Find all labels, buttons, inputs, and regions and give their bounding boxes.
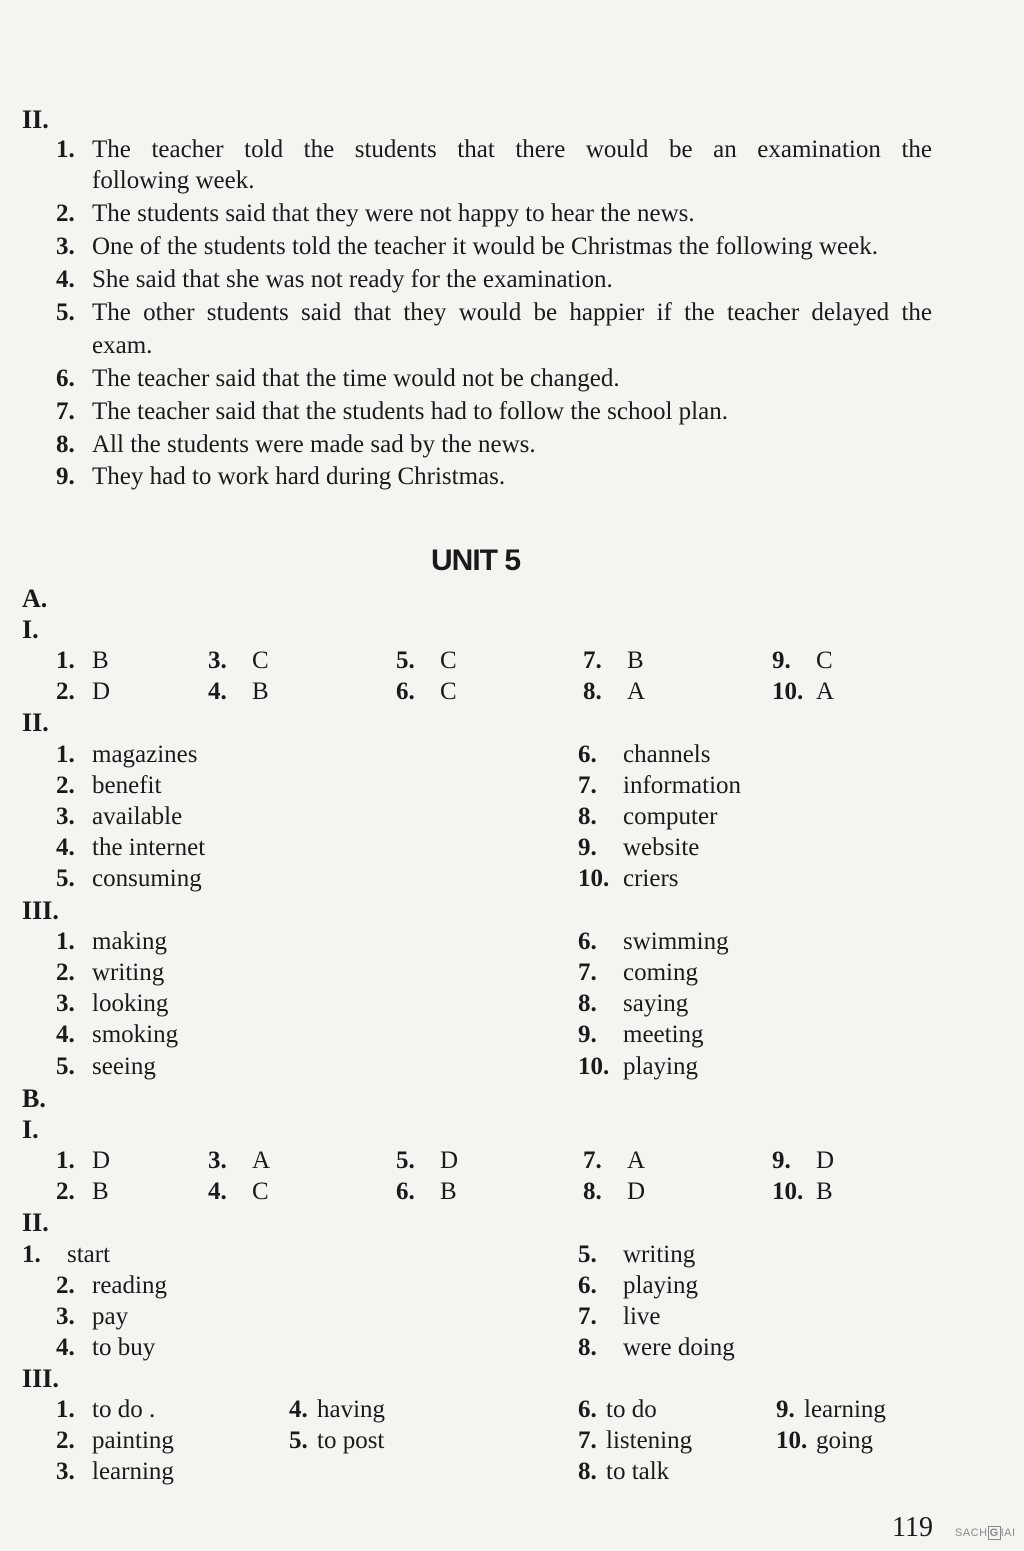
a3-item-2: 2. writing [56,959,165,986]
a1-item-7: 7. B [583,647,644,674]
a1-item-8: 8. A [583,678,646,705]
b1-item-10: 10. B [772,1178,833,1205]
section-b-iii-label: III. [22,1364,59,1393]
b2-item-2: 2. reading [56,1272,167,1299]
a2-item-9: 9. website [578,834,700,861]
a2-item-5: 5. consuming [56,865,202,892]
a2-item-2: 2. benefit [56,772,162,799]
b3-item-6: 6. to do [578,1396,657,1423]
section-a-ii-label: II. [22,708,49,737]
watermark-logo: SACH G IAI [955,1527,1016,1539]
part2-item-4: 4. She said that she was not ready for the examination. [56,266,613,293]
b3-item-7: 7. listening [578,1427,693,1454]
b1-item-4: 4. C [208,1178,269,1205]
part2-item-1-line1: The teacher told the students that there would be an examination the [92,136,932,163]
page-number: 119 [892,1512,933,1543]
part2-item-6: 6. The teacher said that the time would not be changed. [56,365,620,392]
b3-item-1: 1. to do . [56,1396,156,1423]
b2-item-8: 8. were doing [578,1334,735,1361]
a2-item-10: 10. criers [578,865,679,892]
a3-item-10: 10. playing [578,1053,698,1080]
a1-item-4: 4. B [208,678,269,705]
a3-item-8: 8. saying [578,990,689,1017]
b3-item-4: 4. having [289,1396,386,1423]
b2-item-4: 4. to buy [56,1334,156,1361]
a1-item-5: 5. C [396,647,457,674]
a2-item-3: 3. available [56,803,183,830]
a3-item-7: 7. coming [578,959,698,986]
a3-item-4: 4. smoking [56,1021,179,1048]
b3-item-3: 3. learning [56,1458,174,1485]
b1-item-8: 8. D [583,1178,646,1205]
a2-item-7: 7. information [578,772,742,799]
part2-item-5-line1: The other students said that they would be happier if the teacher delayed the [92,299,932,326]
a1-item-2: 2. D [56,678,111,705]
b3-item-10: 10. going [776,1427,873,1454]
a1-item-9: 9. C [772,647,833,674]
b3-item-9: 9. learning [776,1396,886,1423]
a2-item-1: 1. magazines [56,741,198,768]
b1-item-6: 6. B [396,1178,457,1205]
b2-item-7: 7. live [578,1303,661,1330]
b1-item-3: 3. A [208,1147,271,1174]
a2-item-6: 6. channels [578,741,711,768]
b2-item-1: 1. start [22,1241,111,1268]
part2-item-3: 3. One of the students told the teacher it would be Christmas the following week. [56,233,878,260]
part2-item-7: 7. The teacher said that the students had to follow the school plan. [56,398,728,425]
a1-item-3: 3. C [208,647,269,674]
a2-item-8: 8. computer [578,803,718,830]
section-b-label: B. [22,1084,46,1113]
part2-item-1: 1. The teacher told the students that there would be an examination the [56,134,932,166]
part2-item-8: 8. All the students were made sad by the news. [56,431,536,458]
part2-item-5-line2: exam. [92,332,153,359]
section-a-label: A. [22,584,48,613]
b1-item-7: 7. A [583,1147,646,1174]
b3-item-5: 5. to post [289,1427,385,1454]
section-a-i-label: I. [22,615,39,644]
a3-item-6: 6. swimming [578,928,729,955]
b1-item-1: 1. D [56,1147,111,1174]
a2-item-4: 4. the internet [56,834,206,861]
section-b-i-label: I. [22,1115,39,1144]
a3-item-1: 1. making [56,928,167,955]
unit-title: UNIT 5 [431,544,521,577]
a3-item-5: 5. seeing [56,1053,156,1080]
part2-item-1-line2: following week. [92,167,255,194]
part2-heading: II. [22,105,49,134]
b1-item-9: 9. D [772,1147,835,1174]
section-b-ii-label: II. [22,1208,49,1237]
b3-item-8: 8. to talk [578,1458,670,1485]
part2-item-2: 2. The students said that they were not happy to hear the news. [56,200,695,227]
a1-item-1: 1. B [56,647,109,674]
b2-item-3: 3. pay [56,1303,129,1330]
a1-item-6: 6. C [396,678,457,705]
b1-item-5: 5. D [396,1147,459,1174]
b2-item-6: 6. playing [578,1272,698,1299]
b2-item-5: 5. writing [578,1241,696,1268]
part2-item-5: 5. The other students said that they would be happier if the teacher delayed the [56,297,932,329]
a3-item-9: 9. meeting [578,1021,704,1048]
section-a-iii-label: III. [22,896,59,925]
b3-item-2: 2. painting [56,1427,174,1454]
part2-item-9: 9. They had to work hard during Christmas. [56,463,506,490]
a3-item-3: 3. looking [56,990,169,1017]
b1-item-2: 2. B [56,1178,109,1205]
a1-item-10: 10. A [772,678,835,705]
